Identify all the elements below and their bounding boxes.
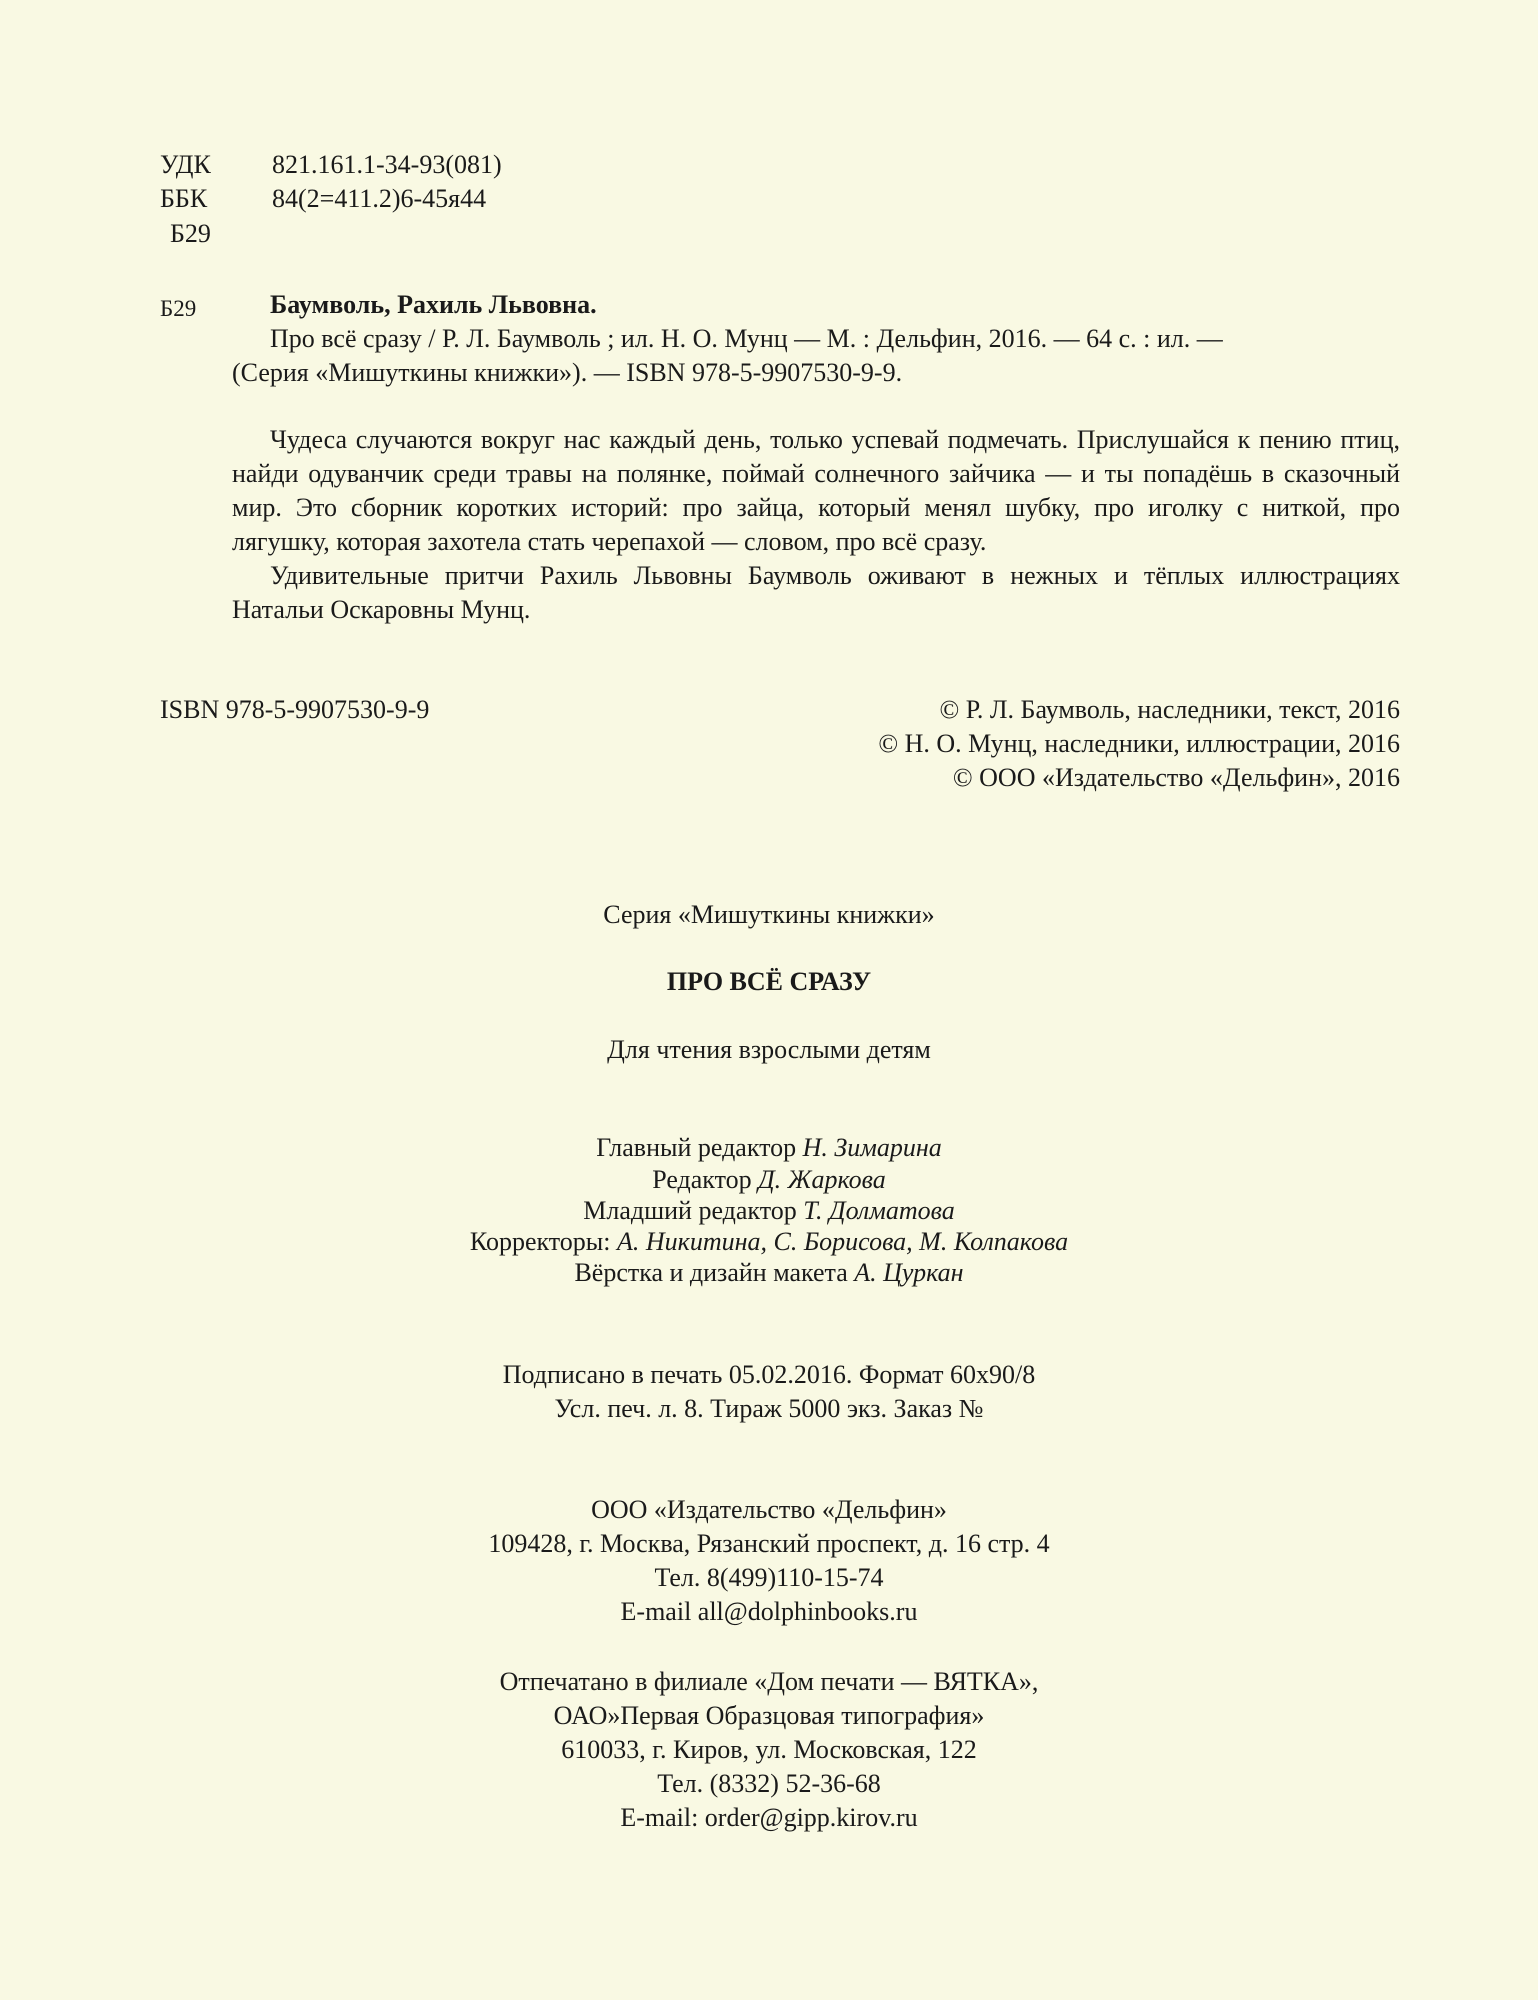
staff-name: Д. Жаркова — [758, 1165, 886, 1194]
staff-name: Т. Долматова — [803, 1196, 955, 1225]
annotation — [232, 423, 1400, 627]
staff-row — [0, 1131, 1538, 1165]
bbk-value: 84(2=411.2)6-45я44 — [272, 184, 487, 213]
author-sign: Б29 — [170, 219, 211, 248]
author-name: Баумволь, Рахиль Львовна. — [270, 290, 597, 319]
publisher-line: ООО «Издательство «Дельфин» — [591, 1495, 947, 1524]
printer-line: Тел. (8332) 52-36-68 — [657, 1769, 881, 1798]
staff-role: Вёрстка и дизайн макета — [574, 1258, 848, 1287]
publisher-line: 109428, г. Москва, Рязанский проспект, д. 16 стр. 4 — [488, 1529, 1050, 1558]
audience-line: Для чтения взрослыми детям — [607, 1035, 931, 1064]
staff-name: А. Никитина, С. Борисова, М. Колпакова — [617, 1227, 1069, 1256]
series-line: Серия «Мишуткины книжки» — [603, 900, 935, 929]
staff-name: Н. Зимарина — [802, 1133, 942, 1162]
copyright-text: © Р. Л. Баумволь, наследники, текст, 2016 — [939, 695, 1400, 724]
printer-line: ОАО»Первая Образцовая типография» — [553, 1701, 985, 1730]
annotation-paragraph-1: Чудеса случаются вокруг нас каждый день, только успевай подмечать. Прислушайся к пению птиц, найди одуванчик среди травы на полянке, поймай солнечного зайчика — и ты попадёшь в сказочный мир. Это сборник коротких историй: про зайца, который менял шубку, про иголку с ниткой, про лягушку, которая захотела стать черепахой — словом, про всё сразу. — [232, 425, 1400, 556]
entry-code: Б29 — [160, 296, 197, 321]
staff-row — [0, 1256, 1538, 1290]
annotation-paragraph-2: Удивительные притчи Рахиль Львовны Баумволь оживают в нежных и тёплых иллюстрациях Натальи Оскаровны Мунц. — [232, 561, 1400, 624]
publisher-line: E-mail all@dolphinbooks.ru — [620, 1597, 918, 1626]
staff-row — [0, 1225, 1538, 1259]
bbk-label: ББК — [160, 184, 208, 213]
book-title: ПРО ВСЁ СРАЗУ — [666, 967, 872, 996]
staff-role: Младший редактор — [583, 1196, 797, 1225]
udk-value: 821.161.1-34-93(081) — [272, 150, 502, 179]
publisher-line: Тел. 8(499)110-15-74 — [654, 1563, 884, 1592]
udk-label: УДК — [160, 150, 211, 179]
staff-role: Главный редактор — [596, 1133, 797, 1162]
printer-line: Отпечатано в филиале «Дом печати — ВЯТКА», — [499, 1667, 1039, 1696]
biblio-line-1: Про всё сразу / Р. Л. Баумволь ; ил. Н. О. Мунц — М. : Дельфин, 2016. — 64 с. : ил. — — [270, 324, 1223, 353]
print-info-line: Усл. печ. л. 8. Тираж 5000 экз. Заказ № — [554, 1394, 984, 1423]
printer-line: 610033, г. Киров, ул. Московская, 122 — [561, 1735, 977, 1764]
staff-row — [0, 1194, 1538, 1228]
staff-role: Корректоры: — [469, 1227, 611, 1256]
staff-row — [0, 1163, 1538, 1197]
copyright-publisher: © ООО «Издательство «Дельфин», 2016 — [952, 763, 1400, 792]
staff-name: А. Цуркан — [854, 1258, 964, 1287]
copyright-illustrations: © Н. О. Мунц, наследники, иллюстрации, 2016 — [878, 729, 1400, 758]
print-info-line: Подписано в печать 05.02.2016. Формат 60x90/8 — [502, 1360, 1036, 1389]
biblio-line-2: (Серия «Мишуткины книжки»). — ISBN 978-5-9907530-9-9. — [232, 358, 903, 387]
printer-line: E-mail: order@gipp.kirov.ru — [620, 1803, 918, 1832]
isbn: ISBN 978-5-9907530-9-9 — [160, 695, 430, 724]
staff-role: Редактор — [652, 1165, 752, 1194]
